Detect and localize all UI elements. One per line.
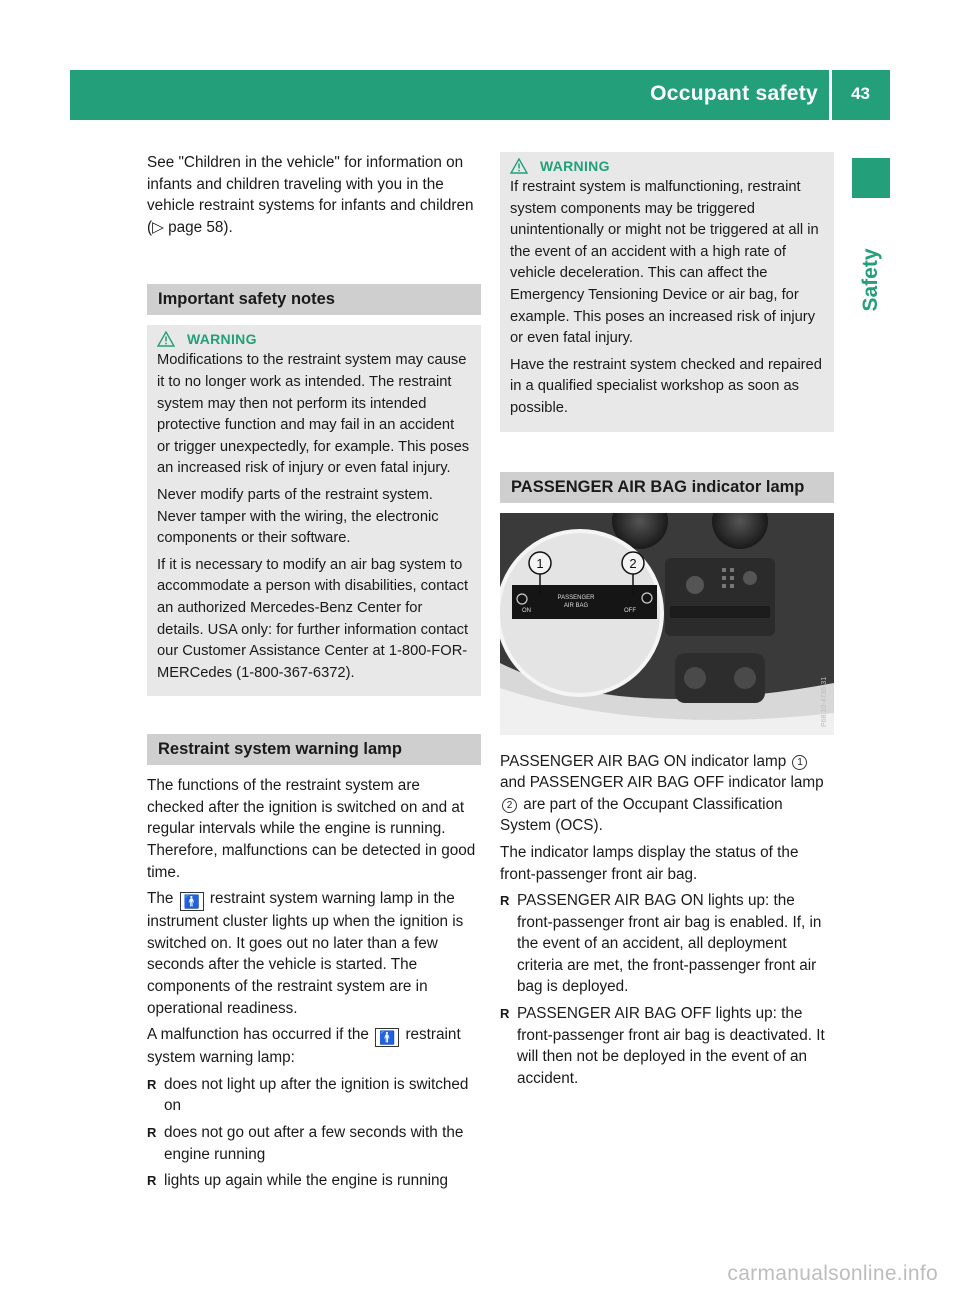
warning-label: WARNING xyxy=(540,158,610,174)
passenger-paragraph xyxy=(500,751,834,837)
text-fragment: PASSENGER AIR BAG ON indicator lamp xyxy=(500,752,787,770)
list-item xyxy=(147,1074,481,1117)
page-header xyxy=(70,70,890,120)
warning-box-malfunction xyxy=(500,152,834,432)
warning-paragraph: If restraint system is malfunctioning, restraint system components may be triggered unintentionally or might not be triggered at all in the event of an accident with a high rate of vehicle deceleration. This can affect the Emergency Tensioning Device or air bag, for example. This poses an increased risk of injury or even fatal injury. xyxy=(510,179,819,347)
restraint-paragraph xyxy=(147,1024,481,1069)
section-heading-passenger: PASSENGER AIR BAG indicator lamp xyxy=(500,472,834,503)
bullet-mark: R xyxy=(500,893,510,909)
section-side-label-text: Safety xyxy=(859,248,882,312)
warning-label: WARNING xyxy=(187,331,257,348)
chapter-title: Occupant safety xyxy=(650,82,818,105)
list-item-text: PASSENGER AIR BAG OFF lights up: the front-passenger front air bag is deactivated. It will then not be deployed in the event of an accident. xyxy=(517,1005,825,1087)
warning-paragraph: Modifications to the restraint system may cause it to no longer work as intended. The restraint system may then not perform its intended protective function and may fail in an accident or trigger unexpectedly, for example. This poses an increased risk of injury or even fatal injury. xyxy=(157,352,470,477)
center-label-line2: AIR BAG xyxy=(563,602,589,609)
callout-marker-1: 1 xyxy=(792,755,807,770)
list-item xyxy=(147,1122,481,1165)
bullet-mark: R xyxy=(147,1076,157,1092)
list-item-text: PASSENGER AIR BAG ON lights up: the front-passenger front air bag is enabled. If, in the event of an accident, all deployment criteria are met, the front-passenger front air bag is deployed. xyxy=(517,892,822,996)
airbag-warning-lamp-icon: 🚹 xyxy=(180,892,204,911)
list-item xyxy=(500,890,834,998)
text-fragment: The xyxy=(147,890,174,908)
text-fragment: are part of the Occupant Classification System (OCS). xyxy=(500,795,783,835)
text-fragment: and PASSENGER AIR BAG OFF indicator lamp xyxy=(500,774,824,792)
header-divider xyxy=(829,70,832,120)
bullet-mark: R xyxy=(147,1173,157,1189)
intro-paragraph: See "Children in the vehicle" for information on infants and children traveling with you in the vehicle restraint systems for infants and children (▷ page 58). xyxy=(147,154,474,236)
watermark-text: carmanualsonline.info xyxy=(727,1262,938,1285)
left-column xyxy=(147,152,481,1197)
warning-triangle-icon xyxy=(157,331,175,347)
warning-triangle-icon xyxy=(510,158,528,174)
restraint-paragraph xyxy=(147,888,481,1019)
warning-paragraph: If it is necessary to modify an air bag system to accommodate a person with disabilities, contact an authorized Mercedes-Benz Center for details. USA only: for further information contact our Customer Assistance Center at 1-800-FOR-MERCedes (1-800-367-6372). xyxy=(157,556,469,681)
center-label-line1: PASSENGER xyxy=(557,594,595,601)
bullet-mark: R xyxy=(500,1006,510,1022)
section-heading-restraint: Restraint system warning lamp xyxy=(147,734,481,765)
callout-2: 2 xyxy=(629,555,637,571)
warning-header xyxy=(510,158,824,174)
off-label: OFF xyxy=(624,607,636,614)
text-fragment: restraint system warning lamp in the instrument cluster lights up when the ignition is switched on. It goes out no later than a few seconds after the vehicle is started. The components of the restraint system are in operational readiness. xyxy=(147,890,464,1017)
airbag-warning-lamp-icon: 🚹 xyxy=(375,1028,399,1047)
section-heading-important: Important safety notes xyxy=(147,284,481,315)
dashboard-illustration xyxy=(500,513,834,735)
callout-1: 1 xyxy=(536,555,544,571)
passenger-paragraph: The indicator lamps display the status of the front-passenger front air bag. xyxy=(500,843,799,883)
list-item-text: lights up again while the engine is running xyxy=(164,1172,449,1190)
on-label: ON xyxy=(522,607,531,614)
dashboard-photo xyxy=(500,513,834,735)
warning-box-important xyxy=(147,325,481,696)
right-column xyxy=(500,152,834,1094)
warning-paragraph: Never modify parts of the restraint system. Never tamper with the wiring, the electronic components or their software. xyxy=(157,486,439,547)
bullet-mark: R xyxy=(147,1125,157,1140)
restraint-paragraph: The functions of the restraint system are checked after the ignition is switched on and at regular intervals while the engine is running. Therefore, malfunctions can be detected in good time. xyxy=(147,777,476,881)
section-side-label xyxy=(848,250,894,310)
page-number: 43 xyxy=(851,84,870,103)
list-item-text: does not light up after the ignition is switched on xyxy=(164,1075,469,1115)
section-tab-marker xyxy=(852,158,890,198)
list-item-text: does not go out after a few seconds with the engine running xyxy=(164,1124,464,1163)
warning-paragraph: Have the restraint system checked and repaired in a qualified specialist workshop as soon as possible. xyxy=(510,356,822,416)
figure-code: P68.10-4736-31 xyxy=(821,676,828,727)
text-fragment: restraint system warning lamp: xyxy=(147,1026,461,1067)
watermark xyxy=(0,1262,960,1286)
callout-marker-2: 2 xyxy=(502,798,517,813)
text-fragment: A malfunction has occurred if the xyxy=(147,1026,369,1044)
list-item xyxy=(500,1003,834,1089)
list-item xyxy=(147,1170,481,1192)
warning-header xyxy=(157,331,471,347)
